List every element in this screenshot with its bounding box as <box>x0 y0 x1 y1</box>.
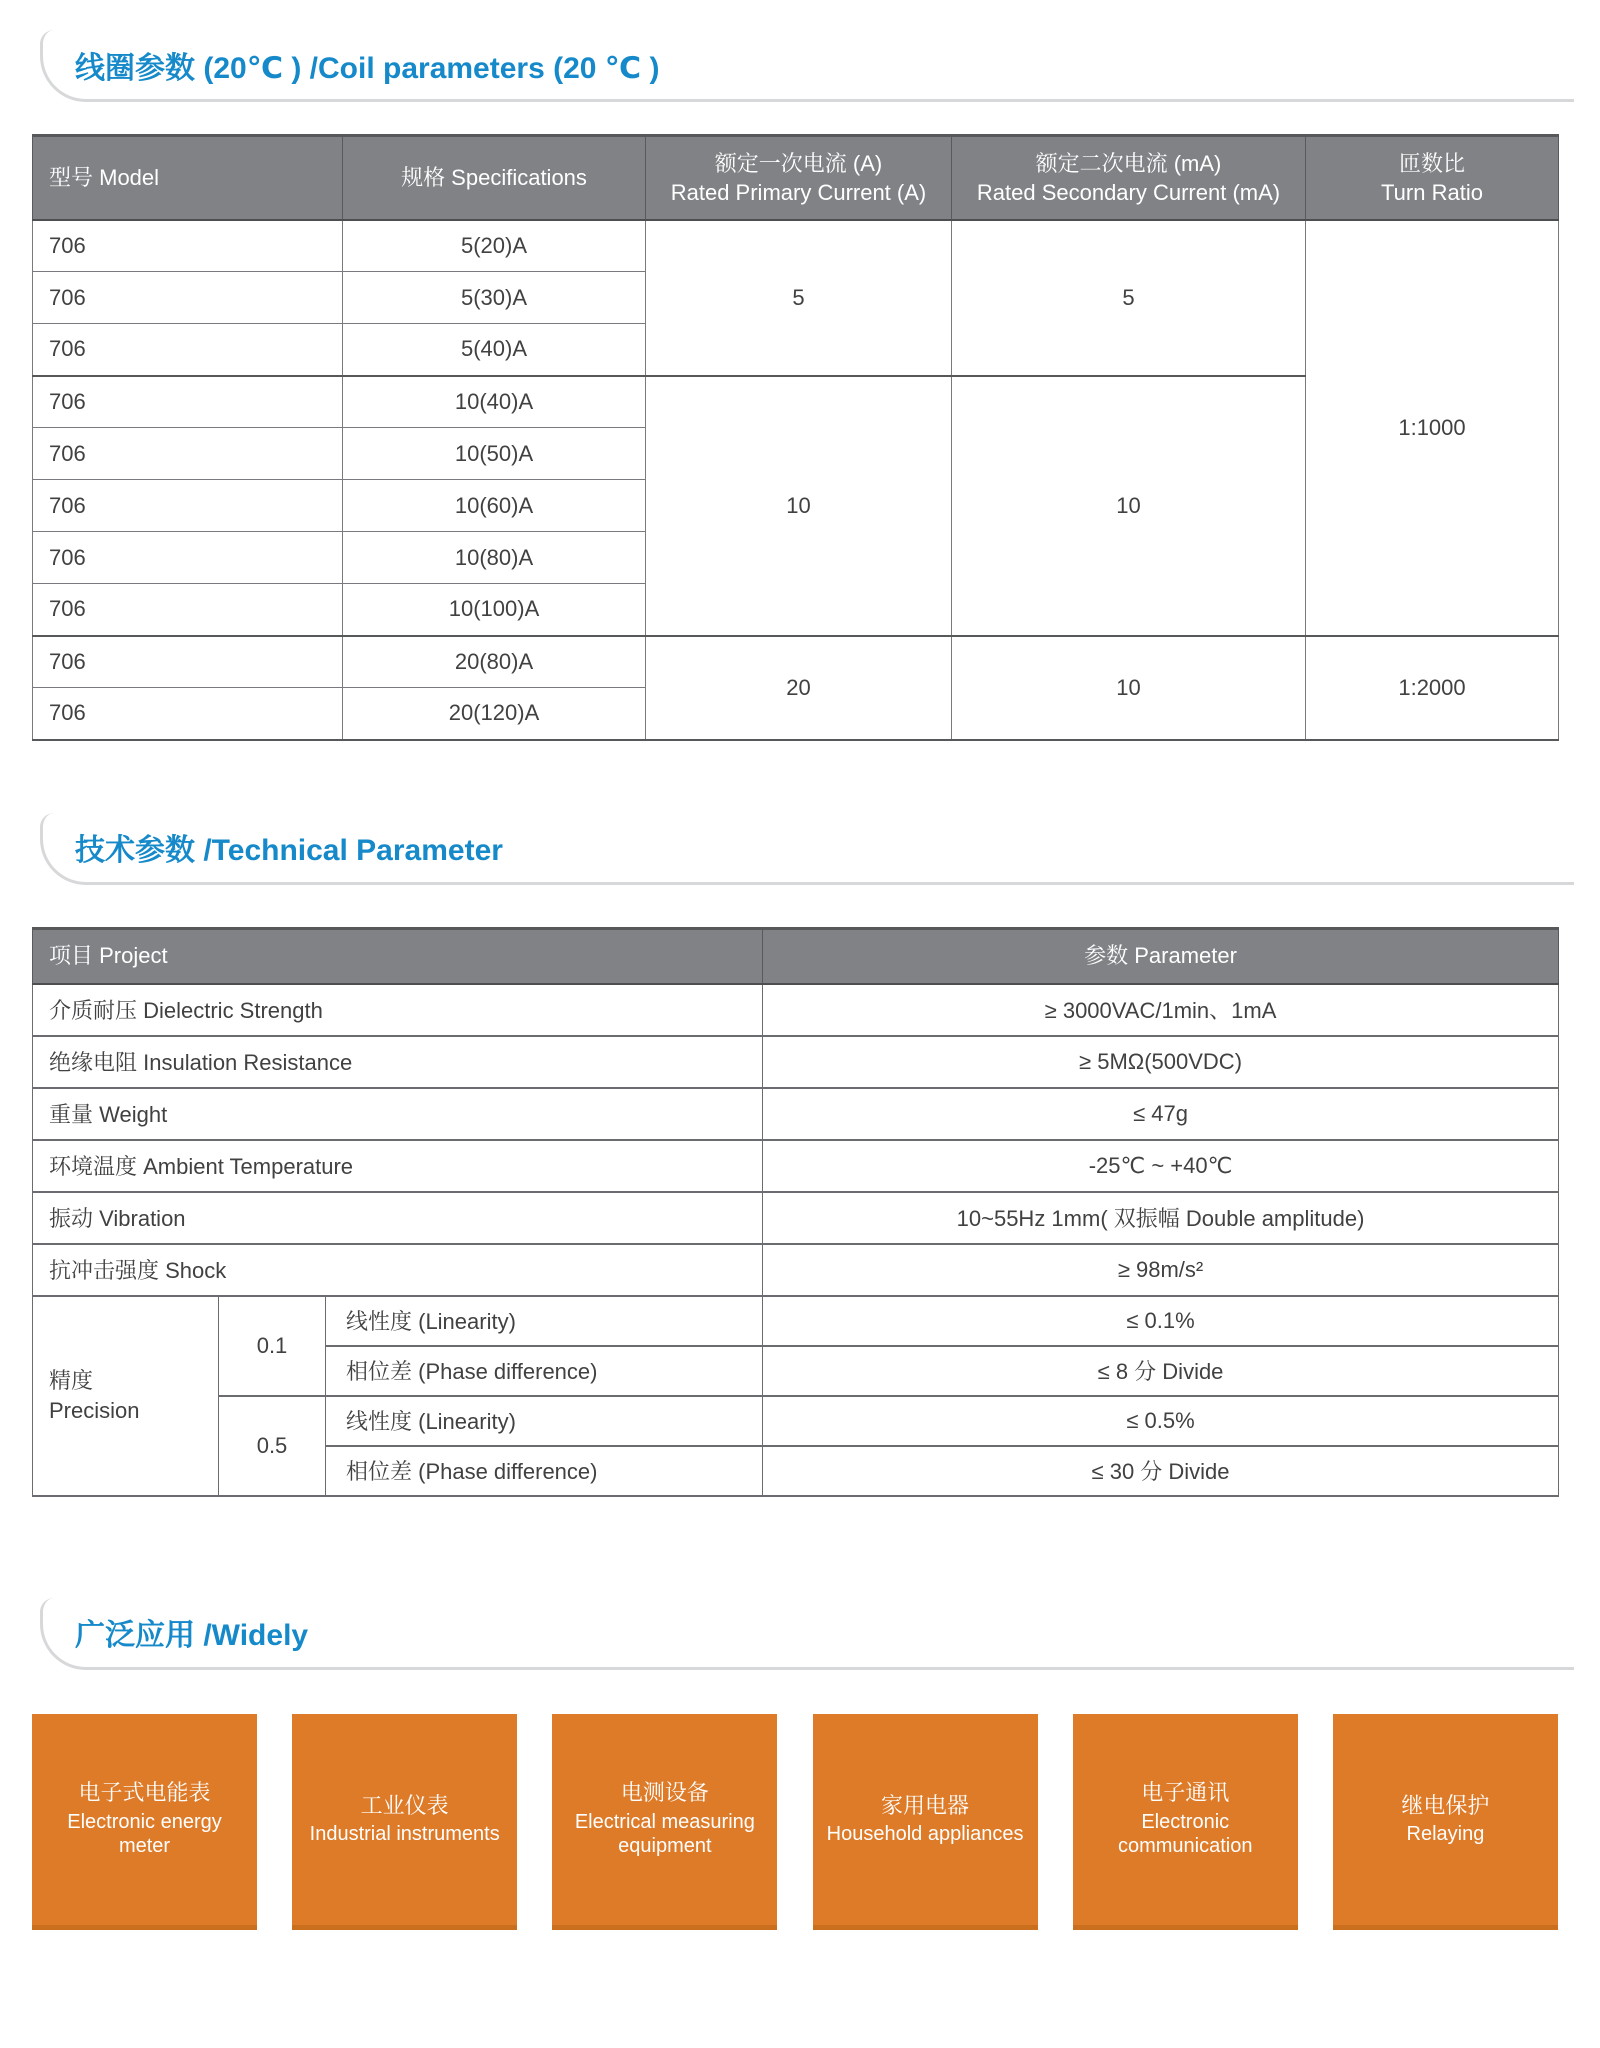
precision-grade-cell: 0.5 <box>219 1396 326 1496</box>
col-header-primary-current-en: Rated Primary Current (A) <box>670 179 927 205</box>
table-row <box>33 1036 1559 1088</box>
spec-cell: 10(50)A <box>343 428 646 480</box>
application-label-en: Industrial instruments <box>309 1823 500 1846</box>
application-label-en: Electronic energy meter <box>67 1810 222 1858</box>
col-header-turn-ratio-en: Turn Ratio <box>1381 179 1483 205</box>
model-cell: 706 <box>33 220 343 272</box>
application-label-en: Electronic communication <box>1117 1810 1253 1858</box>
section-title-technical-parameter: 技术参数 /Technical Parameter <box>75 834 503 867</box>
parameter-cell: 10~55Hz 1mm( 双振幅 Double amplitude) <box>763 1192 1559 1244</box>
precision-label-cell <box>33 1296 219 1496</box>
application-label-zh: 继电保护 <box>1401 1792 1490 1818</box>
technical-parameter-table <box>32 927 1559 1497</box>
precision-item-label: 相位差 (Phase difference) <box>326 1346 763 1396</box>
col-header-turn-ratio-zh: 匝数比 <box>1398 150 1465 176</box>
parameter-cell: ≥ 5MΩ(500VDC) <box>763 1036 1559 1088</box>
application-card-household-appliances <box>813 1714 1038 1930</box>
spec-cell: 20(80)A <box>343 636 646 688</box>
spec-cell: 5(20)A <box>343 220 646 272</box>
section-header-coil-parameters <box>40 30 1574 102</box>
spec-cell: 10(60)A <box>343 480 646 532</box>
table-row <box>33 220 1559 272</box>
project-cell: 重量 Weight <box>33 1088 763 1140</box>
application-card-electronic-energy-meter <box>32 1714 257 1930</box>
coil-table-header-row <box>33 136 1559 220</box>
application-label-zh: 电子式电能表 <box>78 1780 211 1806</box>
parameter-cell: ≤ 8 分 Divide <box>763 1346 1559 1396</box>
model-cell: 706 <box>33 376 343 428</box>
spec-cell: 10(40)A <box>343 376 646 428</box>
parameter-cell: -25℃ ~ +40℃ <box>763 1140 1559 1192</box>
precision-item-label: 线性度 (Linearity) <box>326 1396 763 1446</box>
application-label-zh: 电测设备 <box>620 1780 709 1806</box>
model-cell: 706 <box>33 532 343 584</box>
parameter-cell: ≥ 98m/s² <box>763 1244 1559 1296</box>
table-row <box>33 1192 1559 1244</box>
col-header-parameter: 参数 Parameter <box>763 928 1559 984</box>
model-cell: 706 <box>33 272 343 324</box>
tech-table-header-row <box>33 928 1559 984</box>
model-cell: 706 <box>33 480 343 532</box>
project-cell: 介质耐压 Dielectric Strength <box>33 984 763 1036</box>
section-header-technical-parameter <box>40 813 1574 885</box>
project-cell: 绝缘电阻 Insulation Resistance <box>33 1036 763 1088</box>
model-cell: 706 <box>33 584 343 636</box>
spec-cell: 20(120)A <box>343 688 646 740</box>
precision-label-zh: 精度 <box>49 1367 94 1393</box>
application-card-relaying <box>1333 1714 1558 1930</box>
secondary-current-cell: 10 <box>952 376 1306 636</box>
table-row <box>33 984 1559 1036</box>
table-row <box>33 1396 1559 1446</box>
spec-cell: 10(80)A <box>343 532 646 584</box>
table-row <box>33 1140 1559 1192</box>
table-row <box>33 636 1559 688</box>
application-card-industrial-instruments <box>292 1714 517 1930</box>
turn-ratio-cell: 1:1000 <box>1306 220 1559 636</box>
application-label-zh: 家用电器 <box>881 1792 970 1818</box>
parameter-cell: ≥ 3000VAC/1min、1mA <box>763 984 1559 1036</box>
col-header-secondary-current <box>952 136 1306 220</box>
model-cell: 706 <box>33 324 343 376</box>
precision-item-label: 线性度 (Linearity) <box>326 1296 763 1346</box>
application-card-electrical-measuring-equipment <box>552 1714 777 1930</box>
parameter-cell: ≤ 30 分 Divide <box>763 1446 1559 1496</box>
coil-parameters-table <box>32 134 1559 741</box>
primary-current-cell: 20 <box>646 636 952 740</box>
primary-current-cell: 5 <box>646 220 952 376</box>
section-header-applications <box>40 1598 1574 1670</box>
secondary-current-cell: 10 <box>952 636 1306 740</box>
col-header-specifications: 规格 Specifications <box>343 136 646 220</box>
precision-item-label: 相位差 (Phase difference) <box>326 1446 763 1496</box>
secondary-current-cell: 5 <box>952 220 1306 376</box>
application-label-en: Electrical measuring equipment <box>574 1810 755 1858</box>
col-header-primary-current <box>646 136 952 220</box>
table-row <box>33 1244 1559 1296</box>
precision-grade-cell: 0.1 <box>219 1296 326 1396</box>
application-label-zh: 工业仪表 <box>360 1792 449 1818</box>
col-header-turn-ratio <box>1306 136 1559 220</box>
col-header-primary-current-zh: 额定一次电流 (A) <box>714 150 883 176</box>
precision-label-en: Precision <box>49 1397 140 1423</box>
model-cell: 706 <box>33 428 343 480</box>
col-header-secondary-current-en: Rated Secondary Current (mA) <box>976 179 1281 205</box>
model-cell: 706 <box>33 688 343 740</box>
application-label-en: Relaying <box>1406 1823 1485 1846</box>
project-cell: 振动 Vibration <box>33 1192 763 1244</box>
project-cell: 抗冲击强度 Shock <box>33 1244 763 1296</box>
application-label-zh: 电子通讯 <box>1141 1780 1230 1806</box>
spec-cell: 5(40)A <box>343 324 646 376</box>
application-label-en: Household appliances <box>826 1823 1024 1846</box>
parameter-cell: ≤ 0.5% <box>763 1396 1559 1446</box>
section-title-coil-parameters: 线圈参数 (20℃ ) /Coil parameters (20 ℃ ) <box>75 51 660 85</box>
parameter-cell: ≤ 47g <box>763 1088 1559 1140</box>
table-row <box>33 1088 1559 1140</box>
model-cell: 706 <box>33 636 343 688</box>
project-cell: 环境温度 Ambient Temperature <box>33 1140 763 1192</box>
application-cards <box>32 1714 1558 1930</box>
primary-current-cell: 10 <box>646 376 952 636</box>
spec-cell: 5(30)A <box>343 272 646 324</box>
spec-cell: 10(100)A <box>343 584 646 636</box>
col-header-model: 型号 Model <box>33 136 343 220</box>
section-title-applications: 广泛应用 /Widely <box>75 1619 309 1652</box>
turn-ratio-cell: 1:2000 <box>1306 636 1559 740</box>
parameter-cell: ≤ 0.1% <box>763 1296 1559 1346</box>
col-header-secondary-current-zh: 额定二次电流 (mA) <box>1035 150 1222 176</box>
application-card-electronic-communication <box>1073 1714 1298 1930</box>
col-header-project: 项目 Project <box>33 928 763 984</box>
table-row <box>33 1296 1559 1346</box>
